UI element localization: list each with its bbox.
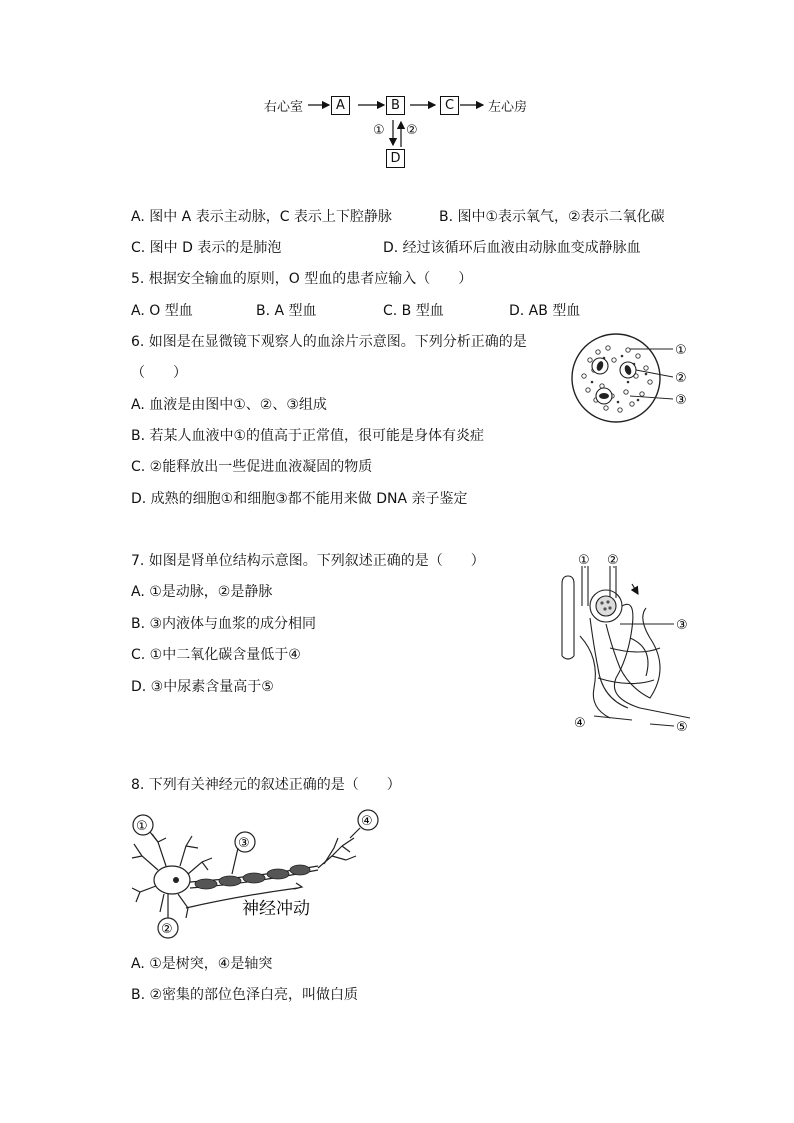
- q8-option-b: B. ②密集的部位色泽白亮，叫做白质: [131, 987, 359, 1003]
- q6-option-d: D. 成熟的细胞①和细胞③都不能用来做 DNA 亲子鉴定: [131, 491, 468, 507]
- neuron-label-3: ③: [238, 836, 250, 851]
- nephron-label-1: ①: [578, 553, 590, 568]
- flow-box-a: A: [331, 96, 350, 115]
- nephron-label-3: ③: [676, 618, 688, 633]
- q4-option-d: D. 经过该循环后血液由动脉血变成静脉血: [383, 240, 641, 256]
- neuron-label-4: ④: [361, 814, 373, 829]
- neuron-diagram: [128, 808, 388, 943]
- blood-label-3: ③: [675, 393, 687, 408]
- neuron-label-2: ②: [161, 922, 173, 937]
- blood-smear-diagram: [568, 330, 698, 430]
- q5-stem: 5. 根据安全输血的原则，O 型血的患者应输入（ ）: [131, 271, 473, 287]
- q4-option-c: C. 图中 D 表示的是肺泡: [131, 240, 282, 256]
- q5-option-b: B. A 型血: [256, 303, 317, 319]
- q7-option-c: C. ①中二氧化碳含量低于④: [131, 647, 301, 663]
- neuron-label-1: ①: [136, 819, 148, 834]
- nephron-label-4: ④: [574, 716, 586, 731]
- flow-start-label: 右心室: [264, 100, 304, 115]
- q6-stem-bracket: （ ）: [131, 365, 187, 381]
- flow-end-label: 左心房: [488, 100, 528, 115]
- q4-option-b: B. 图中①表示氧气，②表示二氧化碳: [439, 209, 665, 225]
- q5-option-a: A. O 型血: [131, 303, 193, 319]
- blood-label-1: ①: [675, 343, 687, 358]
- q8-stem: 8. 下列有关神经元的叙述正确的是（ ）: [131, 777, 401, 793]
- q6-stem: 6. 如图是在显微镜下观察人的血涂片示意图。下列分析正确的是: [131, 334, 527, 350]
- flow-box-c: C: [440, 96, 459, 115]
- q6-option-b: B. 若某人血液中①的值高于正常值，很可能是身体有炎症: [131, 428, 485, 444]
- q6-option-c: C. ②能释放出一些促进血液凝固的物质: [131, 459, 373, 475]
- flow-box-d: D: [386, 149, 405, 168]
- q8-option-a: A. ①是树突，④是轴突: [131, 956, 273, 972]
- nephron-diagram: [550, 548, 695, 738]
- flow-mark-2: ②: [406, 123, 418, 138]
- q7-stem: 7. 如图是肾单位结构示意图。下列叙述正确的是（ ）: [131, 553, 485, 569]
- flow-box-b: B: [386, 96, 405, 115]
- q5-option-d: D. AB 型血: [509, 303, 581, 319]
- nephron-label-2: ②: [607, 553, 619, 568]
- nerve-impulse-label: 神经冲动: [242, 899, 310, 919]
- blood-label-2: ②: [675, 371, 687, 386]
- q7-option-d: D. ③中尿素含量高于⑤: [131, 679, 274, 695]
- q4-option-a: A. 图中 A 表示主动脉，C 表示上下腔静脉: [131, 209, 392, 225]
- q5-option-c: C. B 型血: [383, 303, 444, 319]
- flow-mark-1: ①: [373, 123, 385, 138]
- q7-option-a: A. ①是动脉，②是静脉: [131, 584, 273, 600]
- nephron-label-5: ⑤: [676, 720, 688, 735]
- q6-option-a: A. 血液是由图中①、②、③组成: [131, 397, 327, 413]
- q7-option-b: B. ③内液体与血浆的成分相同: [131, 616, 317, 632]
